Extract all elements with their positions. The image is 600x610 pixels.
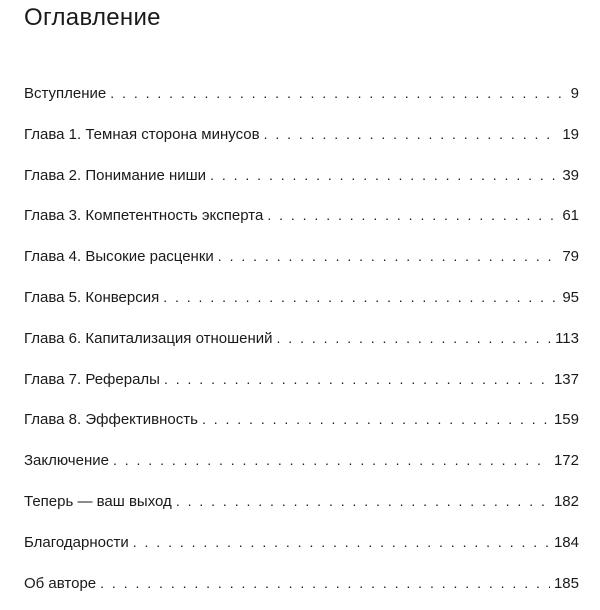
toc-entry-label: Глава 5. Конверсия — [24, 288, 160, 306]
toc-entry-page: 39 — [562, 166, 579, 184]
toc-entry-label: Глава 1. Темная сторона минусов — [24, 125, 260, 143]
toc-entry-your-turn[interactable] — [24, 488, 579, 529]
dot-leader — [100, 570, 550, 596]
dot-leader — [264, 121, 559, 147]
dot-leader — [277, 325, 552, 351]
dot-leader — [267, 202, 558, 228]
dot-leader — [110, 80, 561, 106]
toc-entry-label: Глава 3. Компетентность эксперта — [24, 207, 264, 225]
toc-entry-label: Заключение — [24, 452, 109, 470]
toc-entry-page: 113 — [555, 329, 579, 347]
toc-entry-chapter-2[interactable] — [24, 162, 579, 203]
toc-entry-page: 61 — [562, 207, 579, 225]
dot-leader — [176, 488, 550, 514]
toc-entry-label: Глава 6. Капитализация отношений — [24, 329, 273, 347]
dot-leader — [113, 447, 550, 473]
toc-entry-page: 184 — [553, 533, 579, 551]
toc-entry-page: 172 — [553, 452, 579, 470]
toc-entry-page: 79 — [562, 248, 579, 266]
toc-entry-chapter-7[interactable] — [24, 366, 579, 407]
toc-entry-chapter-8[interactable] — [24, 406, 579, 447]
toc-entry-label: Теперь — ваш выход — [24, 492, 172, 510]
dot-leader — [133, 529, 550, 555]
dot-leader — [210, 162, 558, 188]
toc-list — [24, 80, 579, 610]
toc-entry-label: Благодарности — [24, 533, 129, 551]
toc-entry-introduction[interactable] — [24, 80, 579, 121]
toc-entry-label: Глава 7. Рефералы — [24, 370, 160, 388]
toc-entry-label: Глава 4. Высокие расценки — [24, 248, 214, 266]
dot-leader — [202, 406, 550, 432]
toc-entry-chapter-6[interactable] — [24, 325, 579, 366]
toc-entry-chapter-3[interactable] — [24, 202, 579, 243]
toc-entry-page: 137 — [553, 370, 579, 388]
dot-leader — [163, 284, 558, 310]
toc-entry-page: 95 — [562, 288, 579, 306]
toc-entry-page: 159 — [553, 411, 579, 429]
toc-entry-page: 185 — [553, 574, 579, 592]
toc-entry-page: 182 — [553, 492, 579, 510]
toc-entry-label: Вступление — [24, 85, 107, 102]
toc-entry-label: Глава 8. Эффективность — [24, 411, 198, 429]
dot-leader — [218, 243, 559, 269]
toc-entry-page: 19 — [562, 125, 579, 143]
toc-title: Оглавление — [24, 4, 161, 31]
toc-entry-about-author[interactable] — [24, 570, 579, 610]
toc-entry-chapter-1[interactable] — [24, 121, 579, 162]
toc-entry-chapter-4[interactable] — [24, 243, 579, 284]
toc-entry-acknowledgements[interactable] — [24, 529, 579, 570]
toc-entry-label: Об авторе — [24, 574, 97, 592]
toc-entry-page: 9 — [570, 85, 579, 102]
toc-entry-chapter-5[interactable] — [24, 284, 579, 325]
dot-leader — [164, 366, 550, 392]
toc-entry-conclusion[interactable] — [24, 447, 579, 488]
toc-entry-label: Глава 2. Понимание ниши — [24, 166, 207, 184]
